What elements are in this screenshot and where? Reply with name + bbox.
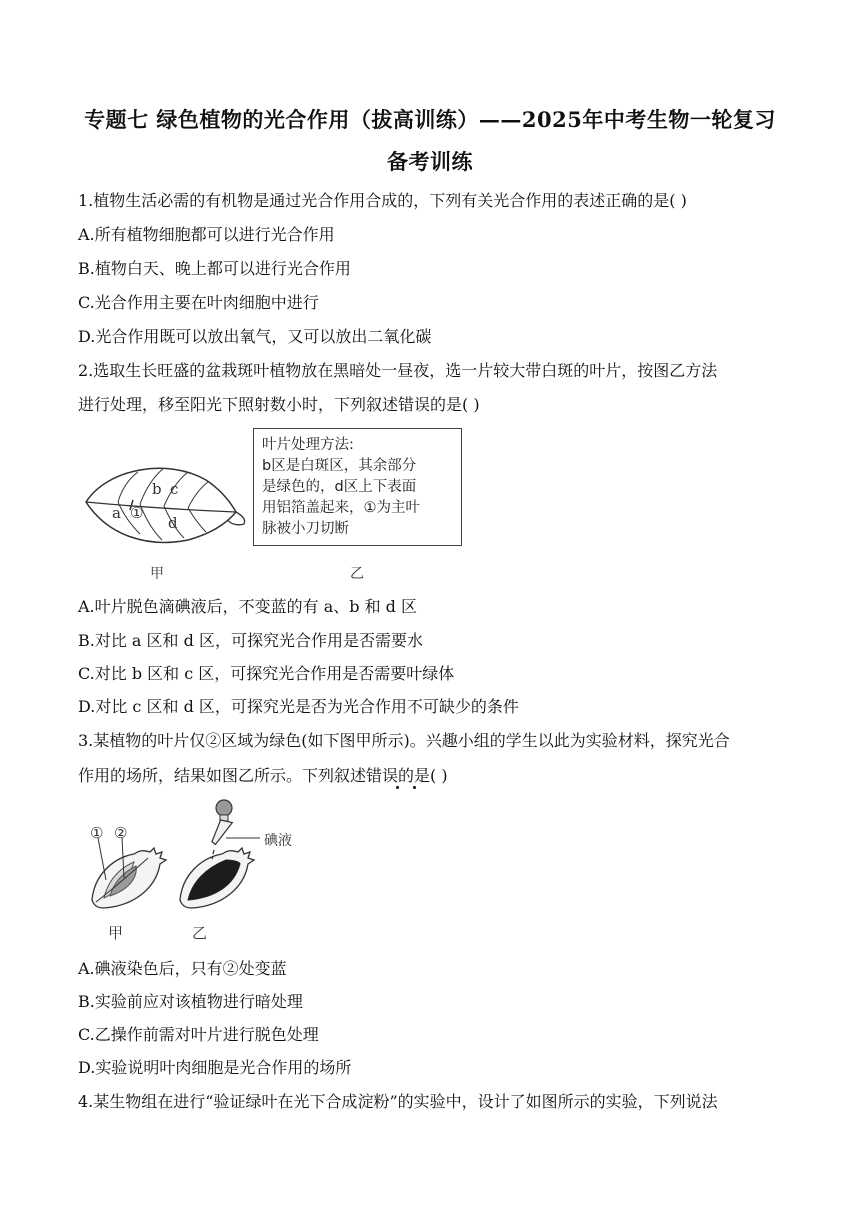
leaf-label-c: c <box>170 480 179 498</box>
q1-option-b: B.植物白天、晚上都可以进行光合作用 <box>78 259 351 278</box>
q2-stem-line1: 2.选取生长旺盛的盆栽斑叶植物放在黑暗处一昼夜，选一片较大带白斑的叶片，按图乙方法 <box>78 361 718 380</box>
q3-figure-reagent-label: 碘液 <box>264 833 292 849</box>
q3-figure <box>84 798 304 944</box>
q3-stem-line1: 3.某植物的叶片仅②区域为绿色(如下图甲所示)。兴趣小组的学生以此为实验材料，探究光合 <box>78 731 730 750</box>
q3-option-d: D.实验说明叶肉细胞是光合作用的场所 <box>78 1058 352 1077</box>
q1-stem: 1.植物生活必需的有机物是通过光合作用合成的，下列有关光合作用的表述正确的是( ) <box>78 191 687 210</box>
q3-figure-circle2: ② <box>114 824 128 842</box>
q3-stem-line2: 作用的场所，结果如图乙所示。下列叙述错误的是( ) <box>78 766 448 785</box>
leaf-label-main-vein: ① <box>130 504 144 522</box>
document-title-line1: 专题七 绿色植物的光合作用（拔高训练）——2025年中考生物一轮复习 <box>84 107 776 132</box>
q2-option-d: D.对比 c 区和 d 区，可探究光是否为光合作用不可缺少的条件 <box>78 697 519 716</box>
q3-option-c: C.乙操作前需对叶片进行脱色处理 <box>78 1025 319 1044</box>
q2-figure-label-jia: 甲 <box>150 566 164 582</box>
document-title-line2: 备考训练 <box>387 149 473 174</box>
q4-stem-line1: 4.某生物组在进行“验证绿叶在光下合成淀粉”的实验中，设计了如图所示的实验，下列说法 <box>78 1092 718 1111</box>
emphasis-dot <box>413 786 416 789</box>
q3-option-a: A.碘液染色后，只有②处变蓝 <box>78 959 287 978</box>
q2-treatment-box: 叶片处理方法: b区是白斑区，其余部分 是绿色的，d区上下表面 用铝箔盖起来，①为主叶 脉被小刀切断 <box>253 428 462 546</box>
q1-option-c: C.光合作用主要在叶肉细胞中进行 <box>78 293 319 312</box>
q1-option-a: A.所有植物细胞都可以进行光合作用 <box>78 225 335 244</box>
q3-option-b: B.实验前应对该植物进行暗处理 <box>78 992 303 1011</box>
q2-option-a: A.叶片脱色滴碘液后，不变蓝的有 a、b 和 d 区 <box>78 597 418 616</box>
q3-figure-label-yi: 乙 <box>192 924 208 942</box>
q1-option-d: D.光合作用既可以放出氧气，又可以放出二氧化碳 <box>78 327 432 346</box>
q3-figure-circle1: ① <box>90 824 104 842</box>
q2-option-c: C.对比 b 区和 c 区，可探究光合作用是否需要叶绿体 <box>78 664 455 683</box>
q2-leaf-drawing <box>78 440 248 555</box>
q2-figure-label-yi: 乙 <box>350 566 364 582</box>
emphasis-dot <box>396 786 399 789</box>
q2-leaf-figure <box>78 440 248 555</box>
leaf-label-a: a <box>112 504 121 522</box>
leaf-label-b: b <box>152 480 162 498</box>
q3-figure-label-jia: 甲 <box>108 924 124 942</box>
leaf-label-d: d <box>168 514 178 532</box>
q2-stem-line2: 进行处理，移至阳光下照射数小时，下列叙述错误的是( ) <box>78 395 480 414</box>
q2-option-b: B.对比 a 区和 d 区，可探究光合作用是否需要水 <box>78 631 423 650</box>
